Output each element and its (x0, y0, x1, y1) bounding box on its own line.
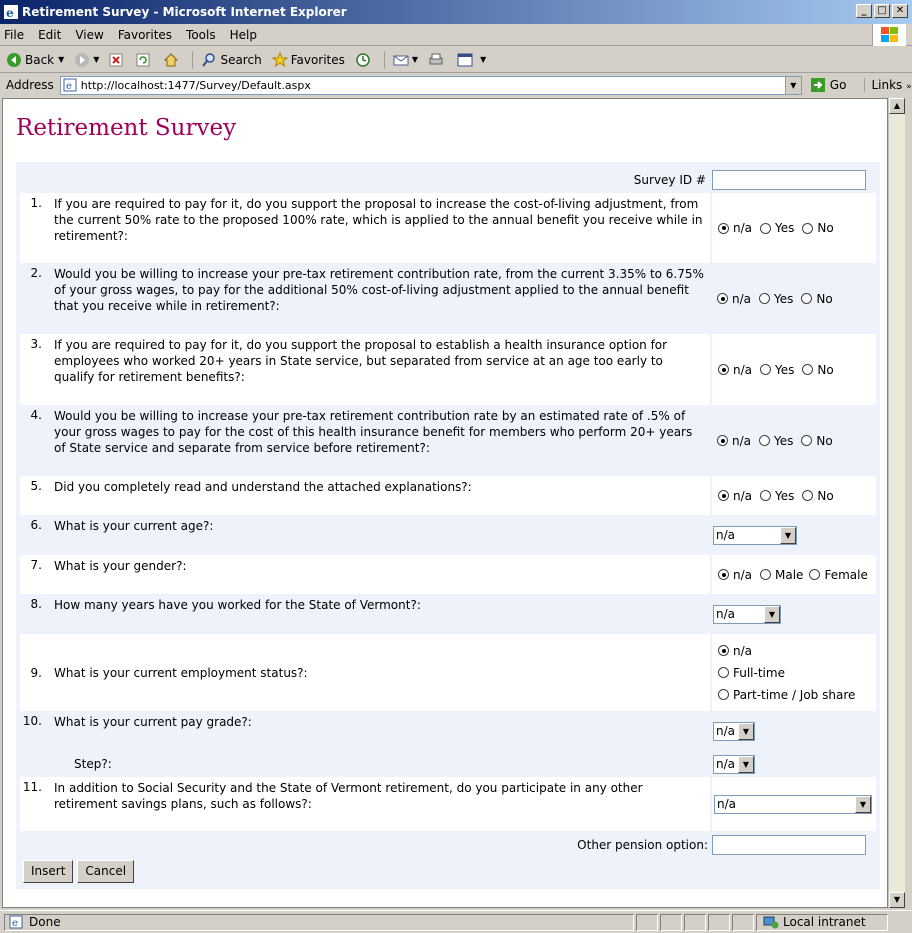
edit-button[interactable]: ▼ (457, 52, 486, 68)
gender-radio-male[interactable]: Male (760, 568, 803, 582)
other-pension-input[interactable] (712, 835, 866, 855)
q2-radio-na[interactable]: n/a (717, 292, 751, 306)
menu-file[interactable]: File (4, 27, 25, 42)
scroll-down-icon[interactable]: ▼ (889, 892, 905, 908)
employment-radio-full-time[interactable]: Full-time (718, 666, 855, 680)
home-icon (163, 52, 179, 68)
form-buttons (20, 858, 876, 885)
question-row: 2. Would you be willing to increase your pre-tax retirement contribution rate, from the current 3.35% to 6.75% of your gross wages, to pay for the additional 50% cost-of-living adjustment applied to the annual benefit that you receive while in retirement?: n/a Yes No (20, 263, 876, 334)
favorites-button[interactable]: Favorites (272, 52, 345, 68)
survey-id-row (20, 167, 876, 193)
question-row: 4. Would you be willing to increase your pre-tax retirement contribution rate by an estimated rate of .5% of your gross wages to pay for the cost of this health insurance benefit for members who perform 20+ years of State service and separate from service before retirement?: n/a Yes No (20, 405, 876, 476)
other-pension-label: Other pension option: (577, 837, 708, 852)
survey-id-input[interactable] (712, 170, 866, 190)
print-icon (428, 52, 444, 68)
go-arrow-icon (810, 77, 826, 93)
employment-radio-part-time[interactable]: Part-time / Job share (718, 688, 855, 702)
employment-radio-na[interactable]: n/a (718, 644, 855, 658)
q5-radio-na[interactable]: n/a (718, 489, 752, 503)
back-arrow-icon (6, 52, 22, 68)
years-worked-select[interactable]: n/a ▼ (713, 605, 781, 624)
menu-help[interactable]: Help (229, 27, 257, 42)
insert-button[interactable]: Insert (23, 860, 73, 883)
q3-radio-yes[interactable]: Yes (760, 363, 794, 377)
menu-view[interactable]: View (75, 27, 104, 42)
minimize-button[interactable]: _ (856, 4, 872, 18)
star-icon (272, 52, 288, 68)
page-viewport (2, 98, 888, 908)
address-bar (0, 73, 912, 97)
question-row: 3. If you are required to pay for it, do you support the proposal to establish a health insurance option for employees who worked 20+ years in State service, but separated from service at an age too early to qualify for retirement benefits?: n/a Yes No (20, 334, 876, 405)
menu-favorites[interactable]: Favorites (117, 27, 173, 42)
history-icon (355, 52, 371, 68)
close-button[interactable]: ✕ (892, 4, 908, 18)
menu-edit[interactable]: Edit (38, 27, 62, 42)
svg-text:e: e (12, 918, 18, 929)
other-pension-row (20, 831, 876, 858)
svg-text:e: e (65, 81, 72, 92)
home-button[interactable] (163, 52, 182, 68)
vertical-scrollbar[interactable] (888, 98, 905, 908)
step-row: Step?: n/a ▼ (20, 751, 876, 777)
cancel-button[interactable]: Cancel (77, 860, 134, 883)
refresh-icon (136, 53, 150, 67)
address-input[interactable]: e http://localhost:1477/Survey/Default.aspx ▼ (60, 76, 802, 95)
print-button[interactable] (428, 52, 447, 68)
edit-icon (457, 52, 473, 68)
savings-plans-select[interactable]: n/a ▼ (714, 795, 872, 814)
stop-button[interactable] (109, 53, 126, 67)
links-button[interactable]: Links » (864, 78, 911, 92)
intranet-icon (763, 914, 779, 930)
security-zone: Local intranet (756, 914, 888, 931)
question-row: 8. How many years have you worked for the State of Vermont?: n/a ▼ (20, 594, 876, 634)
refresh-button[interactable] (136, 53, 153, 67)
maximize-button[interactable]: □ (874, 4, 890, 18)
page-done-icon (9, 915, 23, 929)
survey-form (16, 162, 880, 889)
q4-radio-yes[interactable]: Yes (759, 434, 793, 448)
q2-radio-no[interactable]: No (801, 292, 832, 306)
go-button[interactable]: Go (810, 77, 847, 93)
pay-grade-select[interactable]: n/a ▼ (713, 722, 755, 741)
q2-radio-yes[interactable]: Yes (759, 292, 793, 306)
search-button[interactable]: Search (201, 52, 261, 68)
q1-radio-na[interactable]: n/a (718, 221, 752, 235)
window-title: Retirement Survey - Microsoft Internet Explorer (22, 5, 347, 19)
toolbar (0, 47, 912, 73)
q1-radio-yes[interactable]: Yes (760, 221, 794, 235)
question-row: 5. Did you completely read and understand the attached explanations?: n/a Yes No (20, 476, 876, 515)
status-text: Done (29, 915, 61, 929)
q4-radio-no[interactable]: No (801, 434, 832, 448)
page-title: Retirement Survey (16, 115, 237, 141)
q3-radio-no[interactable]: No (802, 363, 833, 377)
back-button[interactable]: Back ▼ (6, 52, 64, 68)
stop-icon (109, 53, 123, 67)
page-icon (63, 78, 77, 92)
gender-radio-na[interactable]: n/a (718, 568, 752, 582)
scroll-up-icon[interactable]: ▲ (889, 98, 905, 114)
window-titlebar (0, 0, 912, 24)
address-dropdown[interactable]: ▼ (785, 77, 801, 94)
question-row: 9. What is your current employment status?: n/a Full-time Part-time / Job share (20, 634, 876, 711)
forward-button[interactable]: ▼ (74, 52, 99, 68)
mail-icon (393, 52, 409, 68)
q1-radio-no[interactable]: No (802, 221, 833, 235)
question-row: 11. In addition to Social Security and the State of Vermont retirement, do you participate in any other retirement savings plans, such as follows?: n/a ▼ (20, 777, 876, 831)
question-row: 7. What is your gender?: n/a Male Female (20, 555, 876, 594)
ie-icon (4, 5, 18, 19)
menu-bar (0, 24, 912, 46)
question-row: 10. What is your current pay grade?: n/a ▼ (20, 711, 876, 751)
forward-arrow-icon (74, 52, 90, 68)
q5-radio-no[interactable]: No (802, 489, 833, 503)
survey-id-label: Survey ID # (633, 173, 706, 187)
menu-tools[interactable]: Tools (186, 27, 216, 42)
history-button[interactable] (355, 52, 374, 68)
windows-logo-icon (872, 24, 906, 46)
step-select[interactable]: n/a ▼ (713, 755, 755, 774)
question-row: 1. If you are required to pay for it, do you support the proposal to increase the cost-of-living adjustment, from the current 50% rate to the proposed 100% rate, which is applied to the annual benefit you receive while in retirement?: n/a Yes No (20, 193, 876, 263)
search-icon (201, 52, 217, 68)
q3-radio-na[interactable]: n/a (718, 363, 752, 377)
question-row: 6. What is your current age?: n/a ▼ (20, 515, 876, 555)
age-select[interactable]: n/a ▼ (713, 526, 797, 545)
gender-radio-female[interactable]: Female (809, 568, 867, 582)
mail-button[interactable]: ▼ (393, 52, 418, 68)
status-bar (0, 910, 912, 933)
q4-radio-na[interactable]: n/a (717, 434, 751, 448)
address-label: Address (6, 78, 54, 92)
svg-text:e: e (6, 6, 14, 19)
q5-radio-yes[interactable]: Yes (760, 489, 794, 503)
